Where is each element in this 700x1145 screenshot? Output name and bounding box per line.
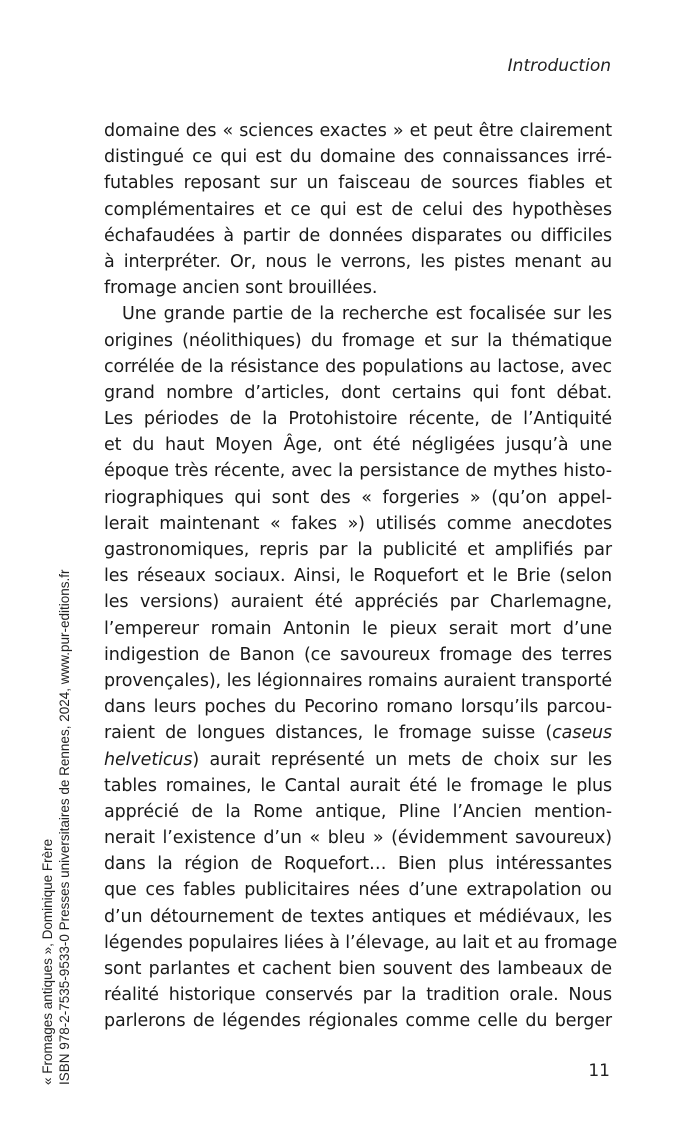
- text-line: l’empereur romain Antonin le pieux serait mort d’une: [104, 618, 612, 639]
- text-line: riographiques qui sont des « forgeries » (qu’on appel-: [104, 487, 612, 508]
- text-line: les versions) auraient été appréciés par Charlemagne,: [104, 592, 612, 613]
- text-line: Les périodes de la Protohistoire récente, de l’Antiquité: [104, 409, 612, 430]
- text-line: gastronomiques, repris par la publicité et amplifiés par: [104, 540, 612, 560]
- text-line: futables reposant sur un faisceau de sources fiables et: [104, 173, 612, 194]
- text-line: et du haut Moyen Âge, ont été négligées jusqu’à une: [104, 435, 612, 456]
- text-segment: ) aurait représenté un mets de choix sur les: [192, 749, 612, 770]
- text-line: provençales), les légionnaires romains auraient transporté: [104, 670, 612, 691]
- text-line: les réseaux sociaux. Ainsi, le Roquefort et le Brie (selon: [104, 566, 612, 587]
- text-line: grand nombre d’articles, dont certains qui font débat.: [104, 382, 612, 403]
- side-credit-isbn: ISBN 978-2-7535-9533-0 Presses universitaires de Rennes, 2024, www.pur-editions.fr: [57, 569, 72, 1085]
- text-line: d’un détournement de textes antiques et médiévaux, les: [104, 906, 612, 927]
- text-line: réalité historique conservés par la tradition orale. Nous: [104, 985, 612, 1006]
- text-line: lerait maintenant « fakes ») utilisés comme anecdotes: [104, 513, 612, 534]
- text-line-with-italic: [104, 720, 612, 746]
- text-line: complémentaires et ce qui est de celui des hypothèses: [104, 199, 612, 220]
- text-line: dans la région de Roquefort… Bien plus intéressantes: [104, 854, 612, 875]
- text-line: dans leurs poches du Pecorino romano lorsqu’ils parcou-: [104, 697, 612, 718]
- side-credit: [39, 569, 73, 1085]
- text-line: échafaudées à partir de données disparates ou difficiles: [104, 225, 612, 246]
- italic-term: caseus: [552, 723, 612, 744]
- text-line: apprécié de la Rome antique, Pline l’Ancien mention-: [104, 801, 612, 822]
- text-line: à interpréter. Or, nous le verrons, les pistes menant au: [104, 251, 612, 272]
- text-line: fromage ancien sont brouillées.: [104, 278, 378, 299]
- running-header-title: Introduction: [507, 56, 611, 76]
- page-number: 11: [588, 1061, 610, 1081]
- text-line: tables romaines, le Cantal aurait été le fromage le plus: [104, 775, 612, 796]
- text-line: époque très récente, avec la persistance de mythes histo-: [104, 461, 612, 482]
- italic-term: helveticus: [104, 749, 193, 770]
- text-line: légendes populaires liées à l’élevage, au lait et au fromage: [104, 932, 618, 953]
- text-line: parlerons de légendes régionales comme celle du berger: [104, 1011, 612, 1032]
- text-line: origines (néolithiques) du fromage et sur la thématique: [104, 330, 612, 351]
- body-text: [104, 118, 618, 1035]
- side-credit-title: « Fromages antiques », Dominique Frère: [40, 838, 55, 1085]
- text-line: domaine des « sciences exactes » et peut être clairement: [104, 121, 612, 141]
- text-line: corrélée de la résistance des populations au lactose, avec: [104, 356, 612, 377]
- text-line: indigestion de Banon (ce savoureux fromage des terres: [104, 644, 612, 665]
- text-segment: raient de longues distances, le fromage suisse (: [104, 723, 553, 744]
- text-line-with-italic: [104, 747, 612, 773]
- text-line: que ces fables publicitaires nées d’une extrapolation ou: [104, 880, 612, 901]
- text-line: Une grande partie de la recherche est focalisée sur les: [122, 304, 612, 325]
- text-line: nerait l’existence d’un « bleu » (évidemment savoureux): [104, 828, 612, 849]
- text-line: sont parlantes et cachent bien souvent des lambeaux de: [104, 959, 612, 979]
- text-line: distingué ce qui est du domaine des connaissances irré-: [104, 147, 612, 168]
